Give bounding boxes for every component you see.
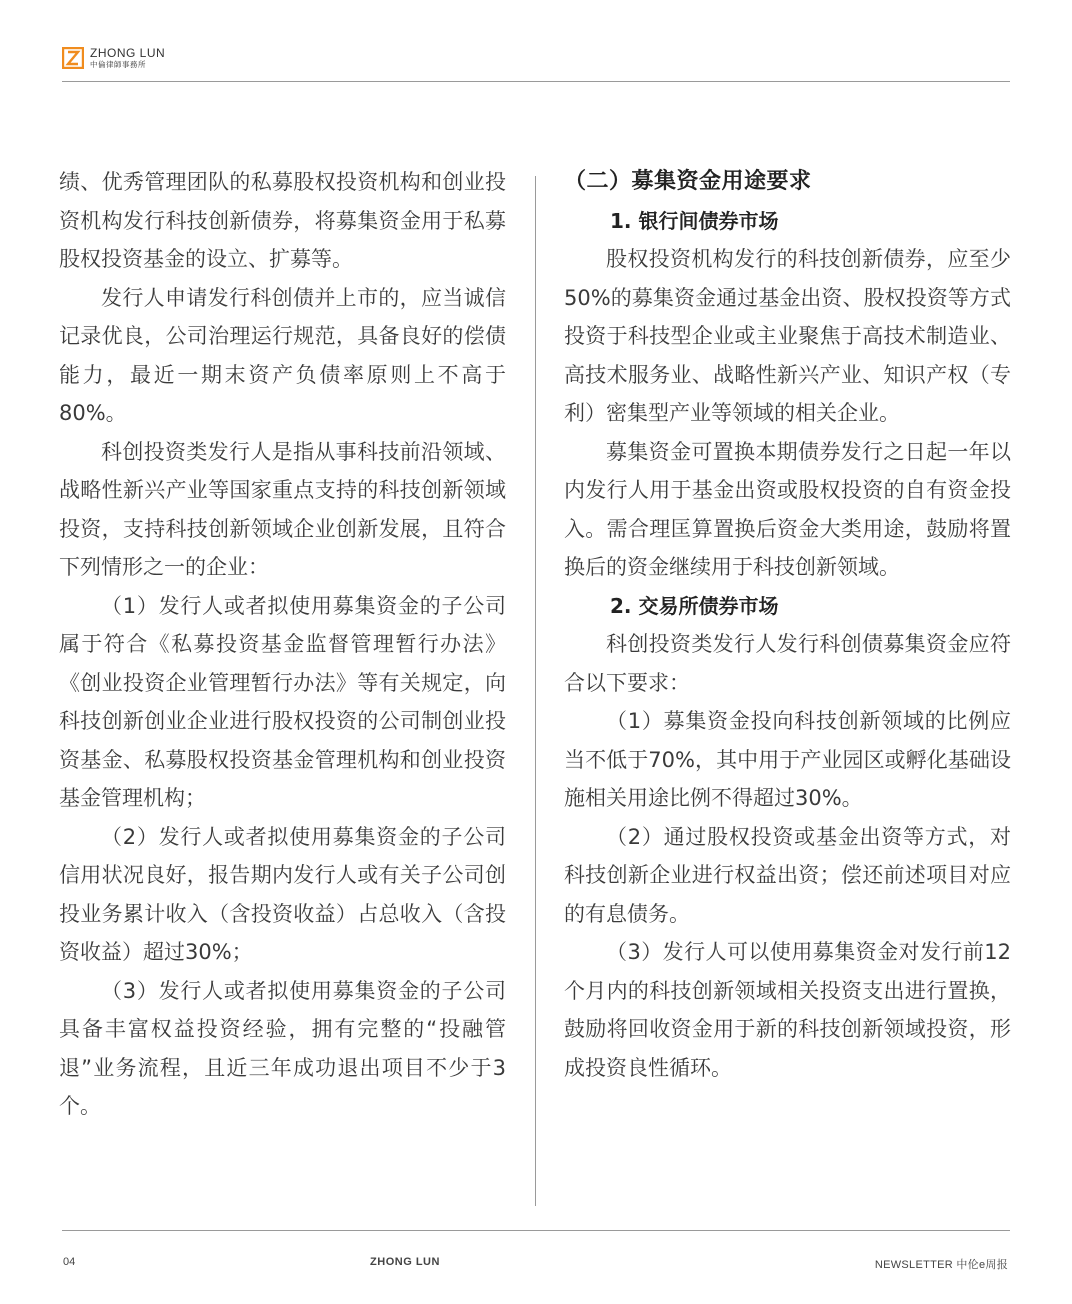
left-column — [59, 163, 506, 1126]
header-rule — [62, 81, 1010, 82]
paragraph: 股权投资机构发行的科技创新债券，应至少50%的募集资金通过基金出资、股权投资等方式投资于科技型企业或主业聚焦于高技术制造业、高技术服务业、战略性新兴产业、知识产权（专利）密集型产业等领域的相关企业。 — [564, 247, 1011, 425]
footer-rule — [62, 1230, 1010, 1231]
paragraph: （2）发行人或者拟使用募集资金的子公司信用状况良好，报告期内发行人或有关子公司创投业务累计收入（含投资收益）占总收入（含投资收益）超过30%； — [59, 824, 506, 964]
paragraph: 发行人申请发行科创债并上市的，应当诚信记录优良，公司治理运行规范，具备良好的偿债能力，最近一期末资产负债率原则上不高于80%。 — [59, 285, 506, 425]
paragraph: 募集资金可置换本期债券发行之日起一年以内发行人用于基金出资或股权投资的自有资金投入。需合理匡算置换后资金大类用途，鼓励将置换后的资金继续用于科技创新领域。 — [564, 439, 1011, 579]
paragraph: （1）发行人或者拟使用募集资金的子公司属于符合《私募投资基金监督管理暂行办法》《创业投资企业管理暂行办法》等有关规定，向科技创新创业企业进行股权投资的公司制创业投资基金、私募股权投资基金管理机构和创业投资基金管理机构； — [59, 593, 506, 810]
paragraph: （2）通过股权投资或基金出资等方式，对科技创新企业进行权益出资；偿还前述项目对应的有息债务。 — [564, 824, 1011, 926]
footer-newsletter: NEWSLETTER 中伦e周报 — [874, 1259, 1008, 1271]
logo-chinese: 中倫律師事務所 — [90, 60, 146, 70]
column-divider — [535, 176, 536, 1206]
zhong-lun-logo-icon — [62, 47, 84, 69]
header — [62, 44, 165, 72]
paragraph: 科创投资类发行人发行科创债募集资金应符合以下要求： — [564, 632, 1011, 695]
section-title: （二）募集资金用途要求 — [564, 169, 812, 194]
logo-english: ZHONG LUN — [90, 46, 166, 61]
subsection-title-interbank: 1. 银行间债券市场 — [610, 208, 779, 233]
footer-brand: ZHONG LUN — [370, 1256, 440, 1268]
logo-text — [90, 47, 165, 69]
page-number: 04 — [63, 1256, 76, 1268]
paragraph: （1）募集资金投向科技创新领域的比例应当不低于70%，其中用于产业园区或孵化基础设施相关用途比例不得超过30%。 — [564, 709, 1011, 810]
right-column — [564, 163, 1011, 1087]
paragraph: 绩、优秀管理团队的私募股权投资机构和创业投资机构发行科技创新债券，将募集资金用于私募股权投资基金的设立、扩募等。 — [59, 170, 506, 271]
subsection-title-exchange: 2. 交易所债券市场 — [610, 593, 779, 618]
paragraph: （3）发行人或者拟使用募集资金的子公司具备丰富权益投资经验，拥有完整的“投融管退”业务流程，且近三年成功退出项目不少于3个。 — [59, 978, 506, 1118]
paragraph: （3）发行人可以使用募集资金对发行前12个月内的科技创新领域相关投资支出进行置换，鼓励将回收资金用于新的科技创新领域投资，形成投资良性循环。 — [564, 940, 1011, 1080]
paragraph: 科创投资类发行人是指从事科技前沿领域、战略性新兴产业等国家重点支持的科技创新领域投资，支持科技创新领域企业创新发展，且符合下列情形之一的企业： — [59, 439, 506, 579]
